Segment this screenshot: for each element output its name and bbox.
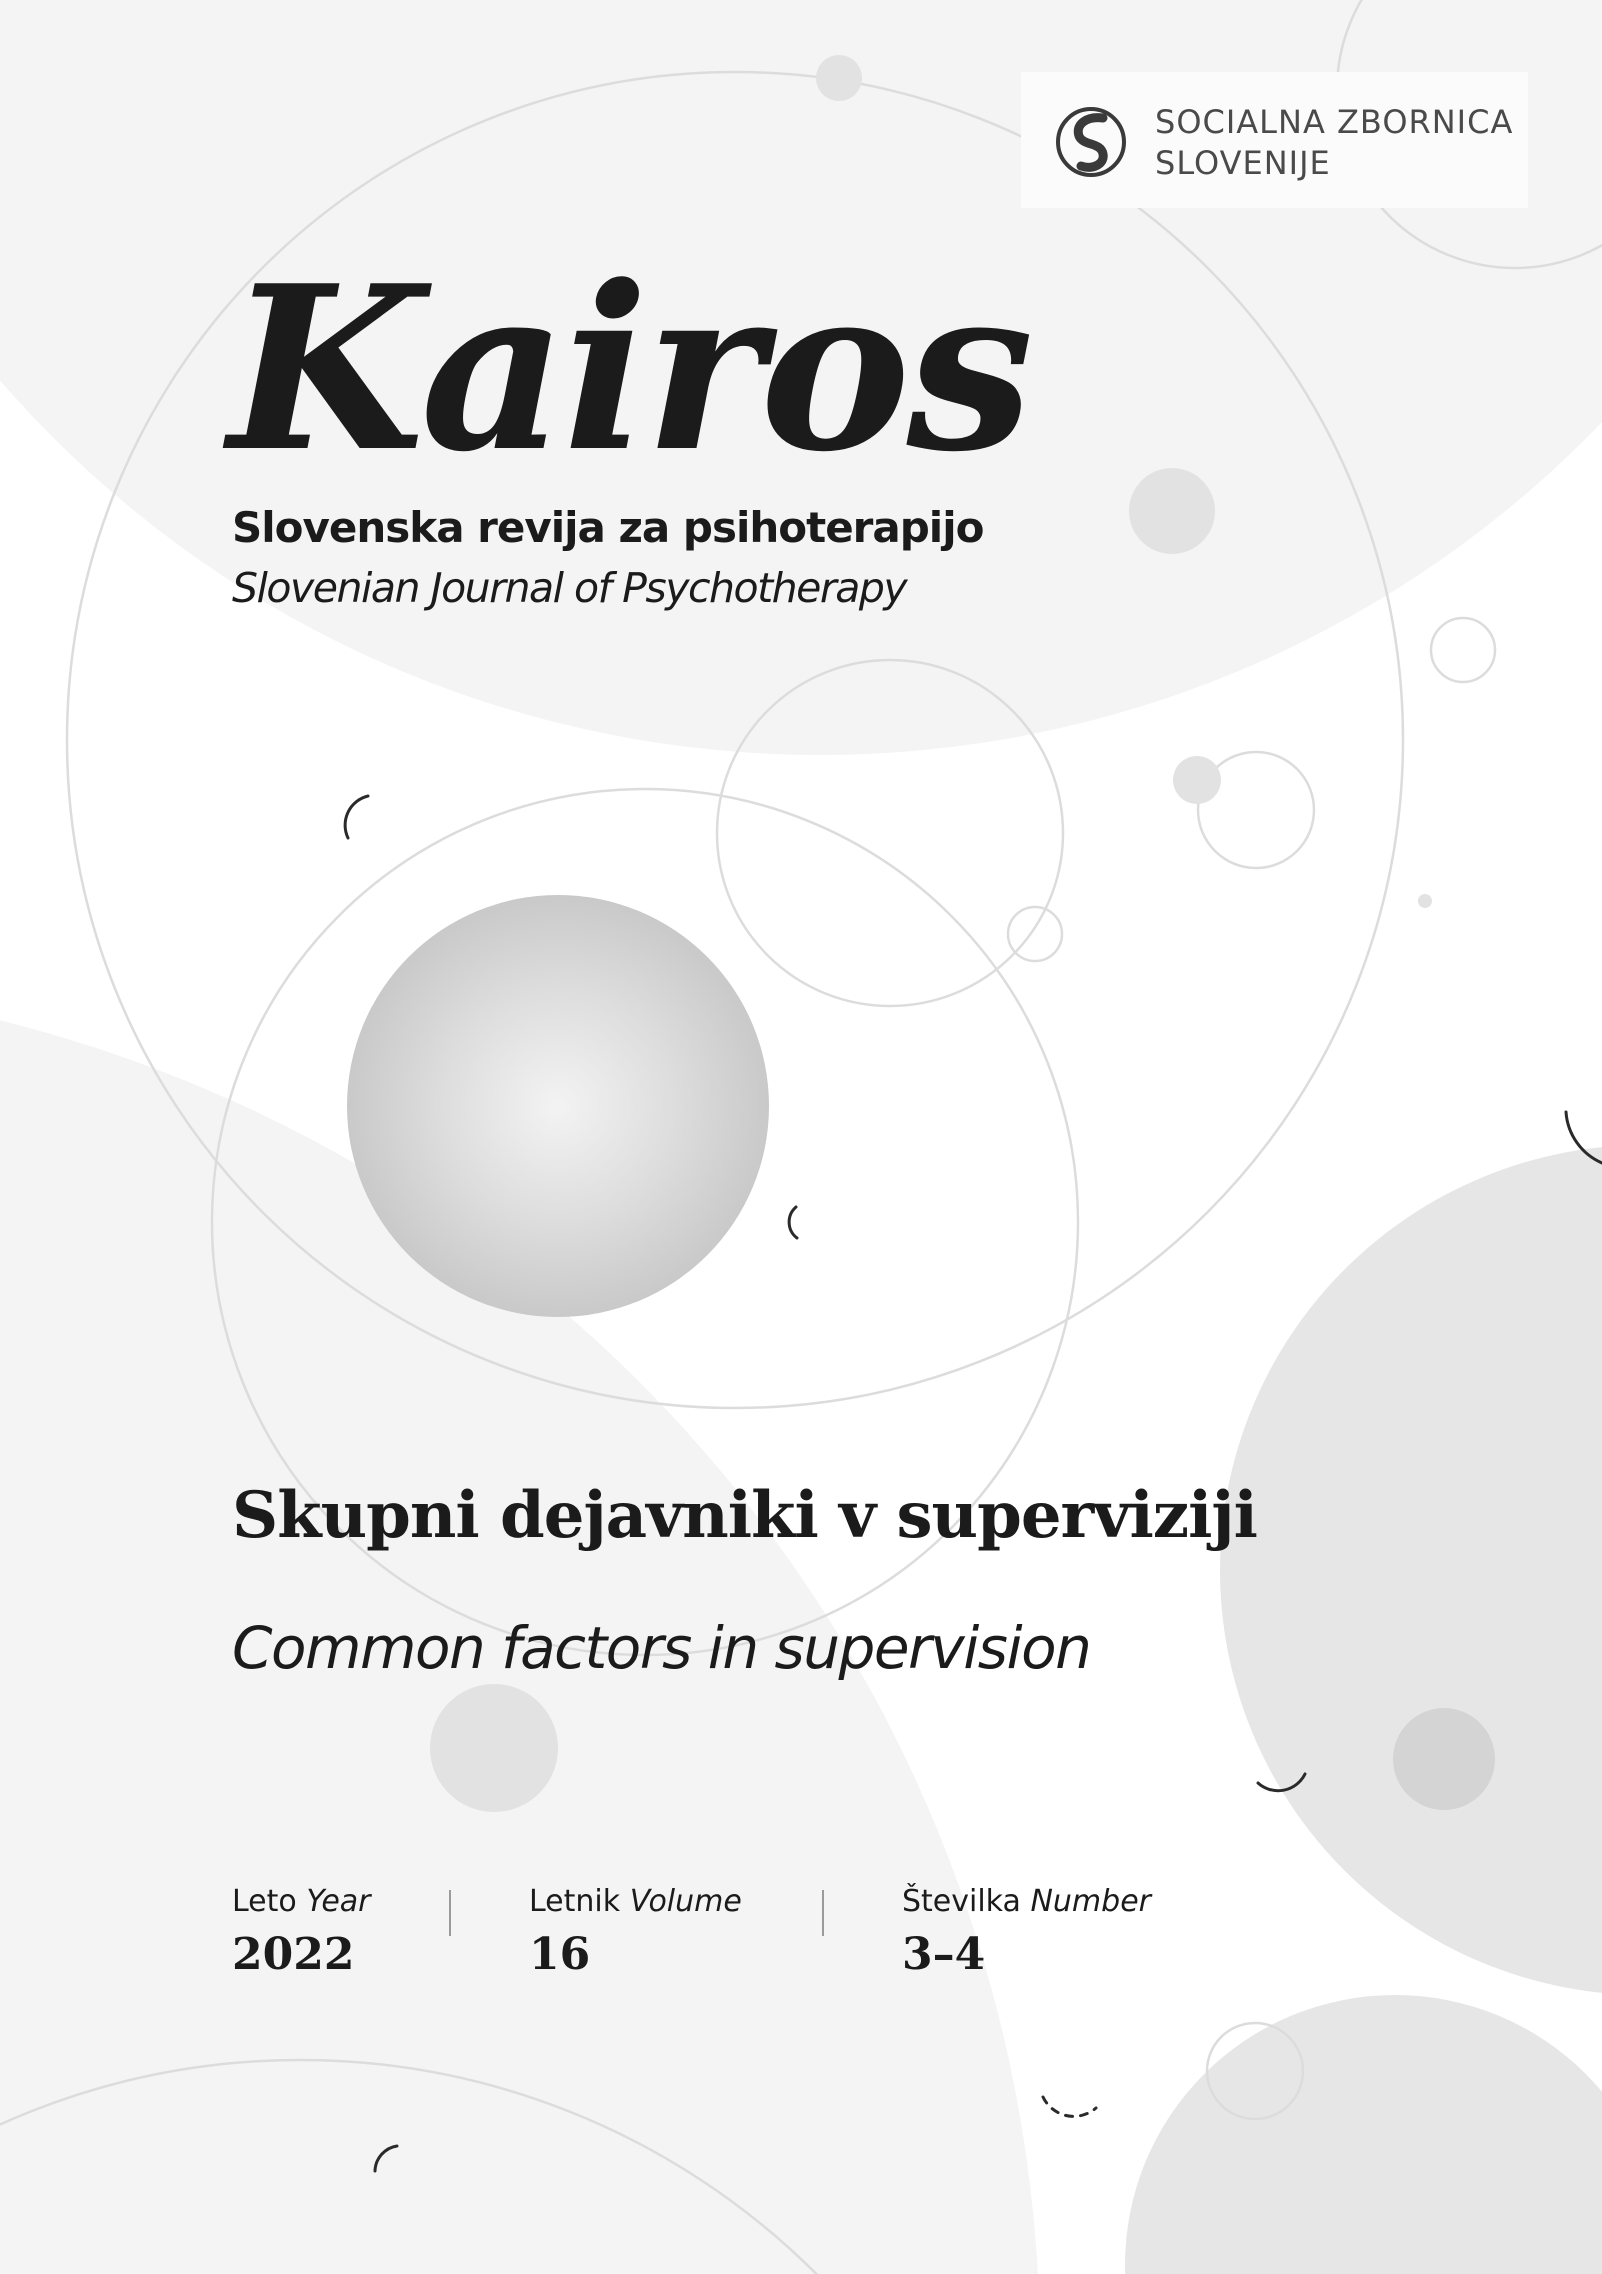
- meta-divider-1: [449, 1890, 451, 1936]
- dot-2: [1129, 468, 1215, 554]
- dot-3: [1173, 756, 1221, 804]
- meta-volume-label-en: Volume: [629, 1884, 742, 1919]
- outline-ring-3: [1008, 907, 1062, 961]
- issue-title-sl: Skupni dejavniki v superviziji: [232, 1478, 1257, 1553]
- dot-6: [1393, 1708, 1495, 1810]
- bg-circle-bottom-right: [1125, 1995, 1602, 2274]
- publisher-line-2: SLOVENIJE: [1155, 144, 1331, 182]
- publisher-name: [1155, 102, 1513, 184]
- issue-title-en: Common factors in supervision: [232, 1614, 1091, 1682]
- arc-1: [345, 796, 368, 838]
- outline-ring-1: [1431, 618, 1495, 682]
- meta-number-label-en: Number: [1030, 1884, 1151, 1919]
- meta-year-value: 2022: [232, 1929, 355, 1980]
- meta-divider-2: [822, 1890, 824, 1936]
- arc-2: [789, 1207, 797, 1238]
- meta-volume-label: [529, 1882, 742, 1922]
- dot-1: [816, 55, 862, 101]
- journal-subtitle-en: Slovenian Journal of Psychotherapy: [232, 564, 907, 612]
- meta-year-label-sl: Leto: [232, 1884, 297, 1919]
- arc-6: [1043, 2097, 1096, 2116]
- publisher-line-1: SOCIALNA ZBORNICA: [1155, 103, 1514, 141]
- meta-volume-label-sl: Letnik: [529, 1884, 621, 1919]
- dot-4: [1418, 894, 1432, 908]
- meta-number-label-sl: Številka: [902, 1884, 1021, 1919]
- s-logo-icon: [1055, 106, 1127, 178]
- bg-circle-right: [1220, 1145, 1602, 1995]
- meta-year-label-en: Year: [306, 1884, 371, 1919]
- journal-subtitle-sl: Slovenska revija za psihoterapijo: [232, 503, 984, 552]
- publisher-badge: [1021, 72, 1528, 208]
- journal-title: Kairos: [228, 237, 1030, 502]
- meta-year: [232, 1882, 371, 1982]
- meta-number: [902, 1882, 1151, 1982]
- meta-number-label: [902, 1882, 1151, 1922]
- meta-number-value: 3–4: [902, 1929, 986, 1980]
- meta-volume-value: 16: [529, 1929, 591, 1980]
- dot-5: [430, 1684, 558, 1812]
- meta-volume: [529, 1882, 742, 1982]
- meta-year-label: [232, 1882, 371, 1922]
- central-sphere: [347, 895, 769, 1317]
